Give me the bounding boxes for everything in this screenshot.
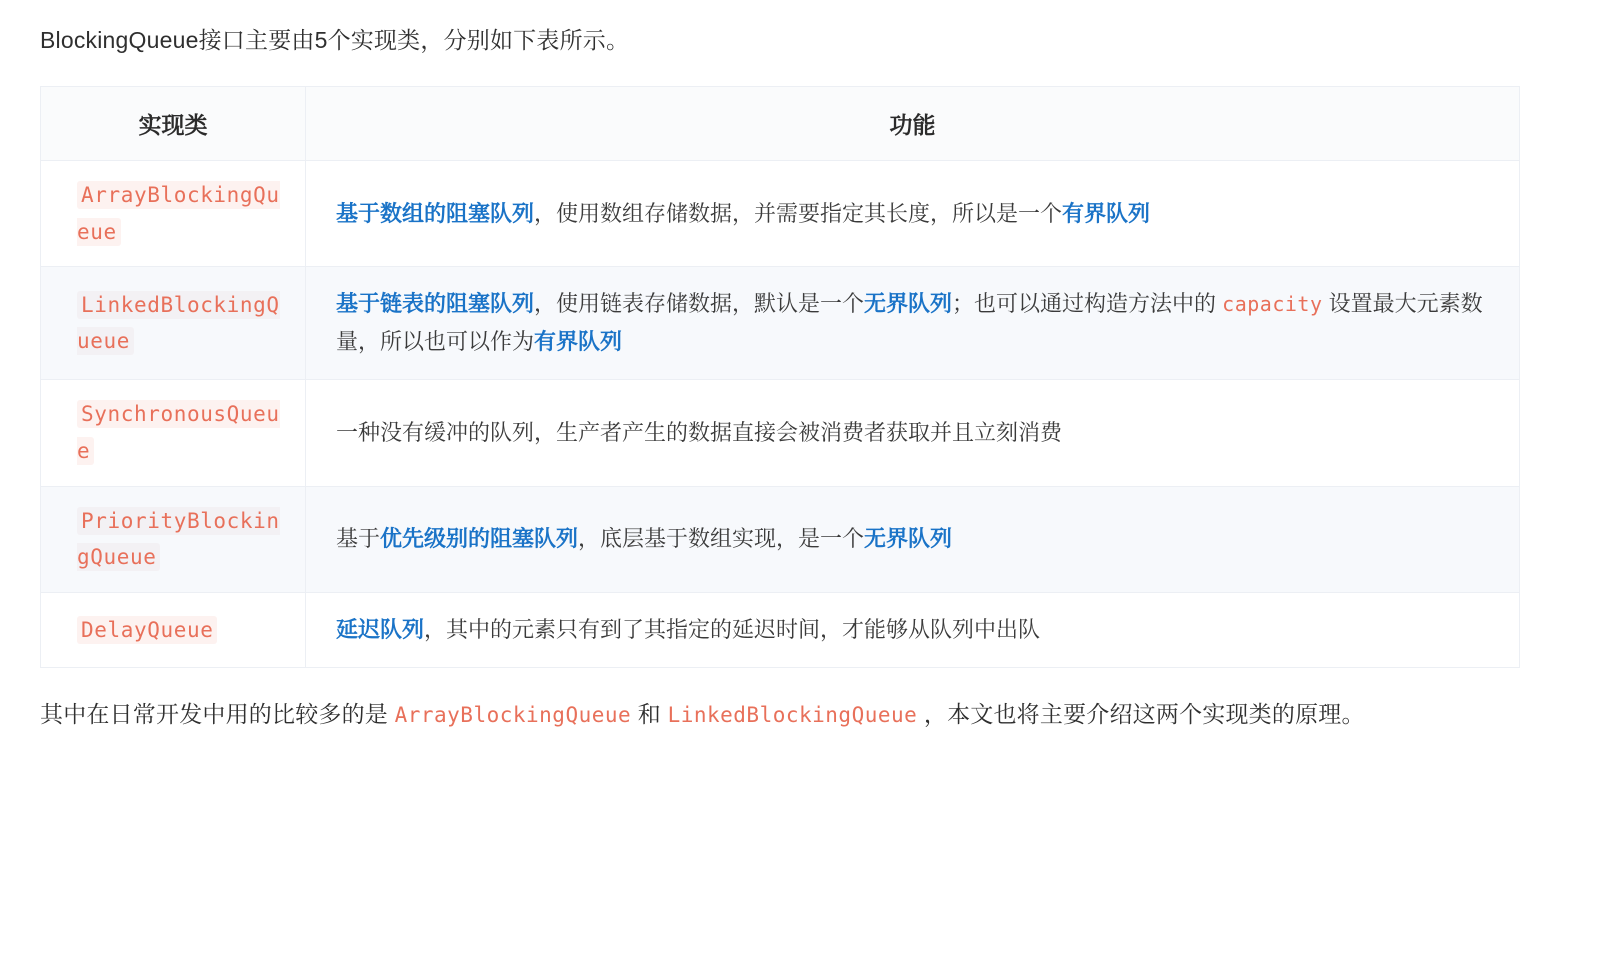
cell-description: [306, 160, 1520, 267]
desc-text: 设置最大元素数量，所以也可以作为: [336, 291, 1483, 355]
cell-description: [306, 267, 1520, 380]
outro-paragraph: [40, 696, 1540, 734]
column-header-function: 功能: [306, 86, 1520, 160]
table-row: [41, 160, 1520, 267]
class-name-code: SynchronousQueue: [77, 402, 280, 463]
outro-text-part2: 和: [631, 700, 668, 727]
desc-text: ，底层基于数组实现，是一个: [578, 526, 865, 552]
class-name-code: DelayQueue: [77, 616, 217, 644]
desc-inline-code: capacity: [1222, 292, 1323, 317]
blockingqueue-implementations-table: [40, 86, 1520, 668]
class-name-code: PriorityBlockingQueue: [77, 508, 280, 570]
desc-text: 基于: [336, 526, 381, 552]
outro-text-part1: 其中在日常开发中用的比较多的是: [40, 700, 395, 727]
table-head: [41, 86, 1520, 160]
desc-text: ；也可以通过构造方法中的: [952, 291, 1223, 317]
desc-highlight: 基于数组的阻塞队列: [336, 200, 535, 226]
desc-highlight: 优先级别的阻塞队列: [380, 526, 579, 552]
cell-class-name: [41, 486, 306, 593]
table-row: [41, 486, 1520, 593]
outro-inline-code-linkedblockingqueue: LinkedBlockingQueue: [667, 702, 918, 727]
cell-description: [306, 593, 1520, 668]
desc-text: ，使用数组存储数据，并需要指定其长度，所以是一个: [534, 200, 1063, 226]
desc-highlight: 有界队列: [534, 329, 623, 355]
class-name-code: LinkedBlockingQueue: [77, 292, 280, 354]
outro-text-part3: ，本文也将主要介绍这两个实现类的原理。: [917, 700, 1365, 727]
outro-inline-code-arrayblockingqueue: ArrayBlockingQueue: [394, 702, 632, 727]
desc-highlight: 延迟队列: [336, 617, 425, 643]
table-row: [41, 267, 1520, 380]
cell-class-name: [41, 593, 306, 668]
cell-class-name: [41, 380, 306, 487]
desc-highlight: 基于链表的阻塞队列: [336, 291, 535, 317]
cell-class-name: [41, 160, 306, 267]
column-header-class: 实现类: [41, 86, 306, 160]
table-header-row: [41, 86, 1520, 160]
table-body: [41, 160, 1520, 667]
desc-highlight: 无界队列: [864, 526, 953, 552]
table-row: [41, 380, 1520, 487]
cell-description: [306, 486, 1520, 593]
desc-highlight: 有界队列: [1062, 200, 1151, 226]
table-row: [41, 593, 1520, 668]
intro-paragraph: BlockingQueue接口主要由5个实现类，分别如下表所示。: [40, 27, 630, 53]
desc-highlight: 无界队列: [864, 291, 953, 317]
cell-class-name: [41, 267, 306, 380]
desc-text: ，其中的元素只有到了其指定的延迟时间，才能够从队列中出队: [424, 617, 1041, 643]
class-name-code: ArrayBlockingQueue: [77, 182, 280, 244]
desc-text: 一种没有缓冲的队列，生产者产生的数据直接会被消费者获取并且立刻消费: [336, 419, 1063, 445]
cell-description: [306, 380, 1520, 487]
desc-text: ，使用链表存储数据，默认是一个: [534, 291, 865, 317]
